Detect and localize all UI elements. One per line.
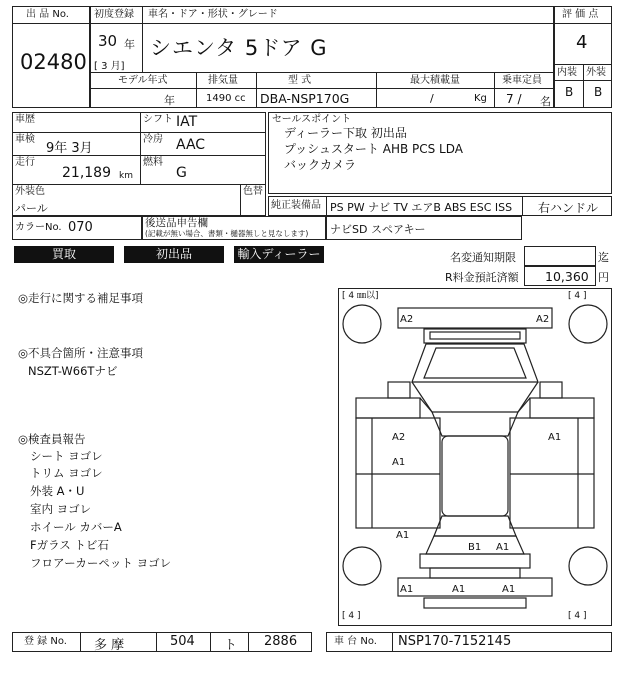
handle-side: 右ハンドル — [538, 201, 599, 215]
tire-label: [ 4 ] — [342, 611, 361, 621]
after-items-note: (記載が無い場合、書類・樋器無しと見なします) — [145, 229, 309, 238]
capacity-unit: 名 — [540, 95, 551, 108]
tire-label: [ 4 ㎜以] — [342, 291, 379, 301]
type-label: 型 式 — [288, 75, 312, 86]
lot-label: 出 品 No. — [26, 9, 69, 20]
first-listing-button[interactable]: 初出品 — [124, 246, 224, 263]
chassis-label: 車 台 No. — [334, 636, 377, 647]
mileage-unit: km — [119, 171, 133, 181]
car-name: シエンタ 5ドア G — [150, 36, 328, 60]
model-year-label: モデル年式 — [118, 75, 168, 86]
import-dealer-button[interactable]: 輸入ディーラー — [234, 246, 324, 263]
reg-class: 504 — [170, 634, 195, 649]
reg-kana: ト — [224, 638, 238, 653]
car-name-label: 車名・ドア・形状・グレード — [148, 9, 278, 20]
condition-mark: A2 — [400, 314, 414, 325]
interior-label: 内装 — [557, 67, 577, 78]
interior-grade: B — [565, 85, 574, 99]
sales-point-line: ディーラー下取 初出品 — [284, 126, 407, 140]
overall-grade: 4 — [576, 32, 588, 53]
reg-number: 2886 — [264, 634, 298, 649]
condition-mark: A2 — [536, 314, 550, 325]
sales-point-line: バックカメラ — [284, 158, 357, 172]
exterior-grade: B — [594, 85, 603, 99]
name-change-label: 名変通知期限 — [450, 251, 516, 264]
sales-points-label: セールスポイント — [272, 114, 352, 125]
displacement: 1490 cc — [206, 93, 246, 104]
year-unit: 年 — [124, 38, 135, 51]
condition-mark: A1 — [396, 530, 410, 541]
model-year-unit: 年 — [164, 94, 175, 107]
fuel-label: 燃料 — [143, 157, 163, 168]
ac-value: AAC — [176, 137, 206, 153]
equipment-label: 純正装備品 — [271, 200, 321, 211]
reg-label: 登 録 No. — [24, 636, 67, 647]
shift-label: シフト — [143, 114, 173, 125]
condition-mark: A2 — [392, 432, 406, 443]
first-reg-label: 初度登録 — [94, 9, 134, 20]
condition-mark: A1 — [496, 542, 510, 553]
extra-equipment: ナビSD スペアキー — [330, 223, 426, 236]
capacity: 7 / — [506, 92, 522, 106]
inspector-line: 外装 A・U — [30, 484, 85, 498]
recycle-unit: 円 — [598, 271, 609, 284]
color-label: 外装色 — [15, 186, 45, 197]
condition-mark: A1 — [548, 432, 562, 443]
inspection-value: 9年 3月 — [46, 141, 93, 156]
load-label: 最大積載量 — [410, 75, 460, 86]
inspector-report-title: ◎検査員報告 — [18, 432, 86, 446]
fuel-value: G — [176, 165, 187, 181]
name-change-box — [524, 246, 596, 266]
history-label: 車歴 — [15, 114, 35, 125]
displacement-label: 排気量 — [208, 75, 238, 86]
defect-line: NSZT-W66Tナビ — [28, 364, 118, 378]
ac-label: 冷房 — [143, 134, 163, 145]
car-diagram — [338, 288, 612, 626]
inspector-line: ホイール カバーA — [30, 520, 122, 534]
condition-mark: A1 — [452, 584, 466, 595]
condition-mark: A1 — [502, 584, 516, 595]
mileage-value: 21,189 — [62, 165, 111, 181]
chassis-number: NSP170-7152145 — [398, 634, 512, 649]
inspector-line: トリム ヨゴレ — [30, 466, 103, 480]
capacity-label: 乗車定員 — [502, 75, 542, 86]
driving-notes-title: ◎走行に関する補足事項 — [18, 291, 144, 305]
color-no-label: カラーNo. — [15, 222, 62, 233]
load-slash: / — [430, 92, 434, 105]
condition-mark: B1 — [468, 542, 482, 553]
equipment-items: PS PW ナビ TV エアB ABS ESC ISS — [330, 201, 513, 214]
sales-point-line: プッシュスタート AHB PCS LDA — [284, 142, 463, 156]
inspector-line: Fガラス トビ石 — [30, 538, 109, 552]
type-value: DBA-NSP170G — [260, 91, 350, 106]
inspector-line: フロアーカーペット ヨゴレ — [30, 556, 172, 570]
lot-number: 02480 — [20, 50, 87, 74]
first-reg-year: 30 — [98, 32, 118, 50]
exterior-label: 外装 — [586, 67, 606, 78]
load-unit: Kg — [474, 93, 487, 104]
name-change-unit: 迄 — [598, 251, 609, 264]
recycle-value: 10,360 — [545, 269, 589, 284]
inspector-line: 室内 ヨゴレ — [30, 502, 92, 516]
details-box — [12, 112, 266, 216]
after-items-label: 後送品申告欄 — [145, 217, 208, 229]
inspection-label: 車検 — [15, 134, 35, 145]
condition-mark: A1 — [400, 584, 414, 595]
defect-notes-title: ◎不具合箇所・注意事項 — [18, 346, 144, 360]
kaitori-button[interactable]: 買取 — [14, 246, 114, 263]
color-no-value: 070 — [68, 220, 93, 235]
grade-label: 評 価 点 — [562, 9, 599, 20]
color-change-label: 色替 — [243, 186, 263, 197]
inspector-line: シート ヨゴレ — [30, 449, 103, 463]
condition-mark: A1 — [392, 457, 406, 468]
shift-value: IAT — [176, 114, 198, 130]
first-reg-month: [ 3 月] — [94, 61, 125, 72]
color-value: パール — [15, 202, 48, 215]
reg-area: 多 摩 — [94, 638, 125, 653]
tire-label: [ 4 ] — [568, 611, 587, 621]
mileage-label: 走行 — [15, 157, 35, 168]
recycle-label: R料金預託済額 — [445, 271, 519, 284]
tire-label: [ 4 ] — [568, 291, 587, 301]
